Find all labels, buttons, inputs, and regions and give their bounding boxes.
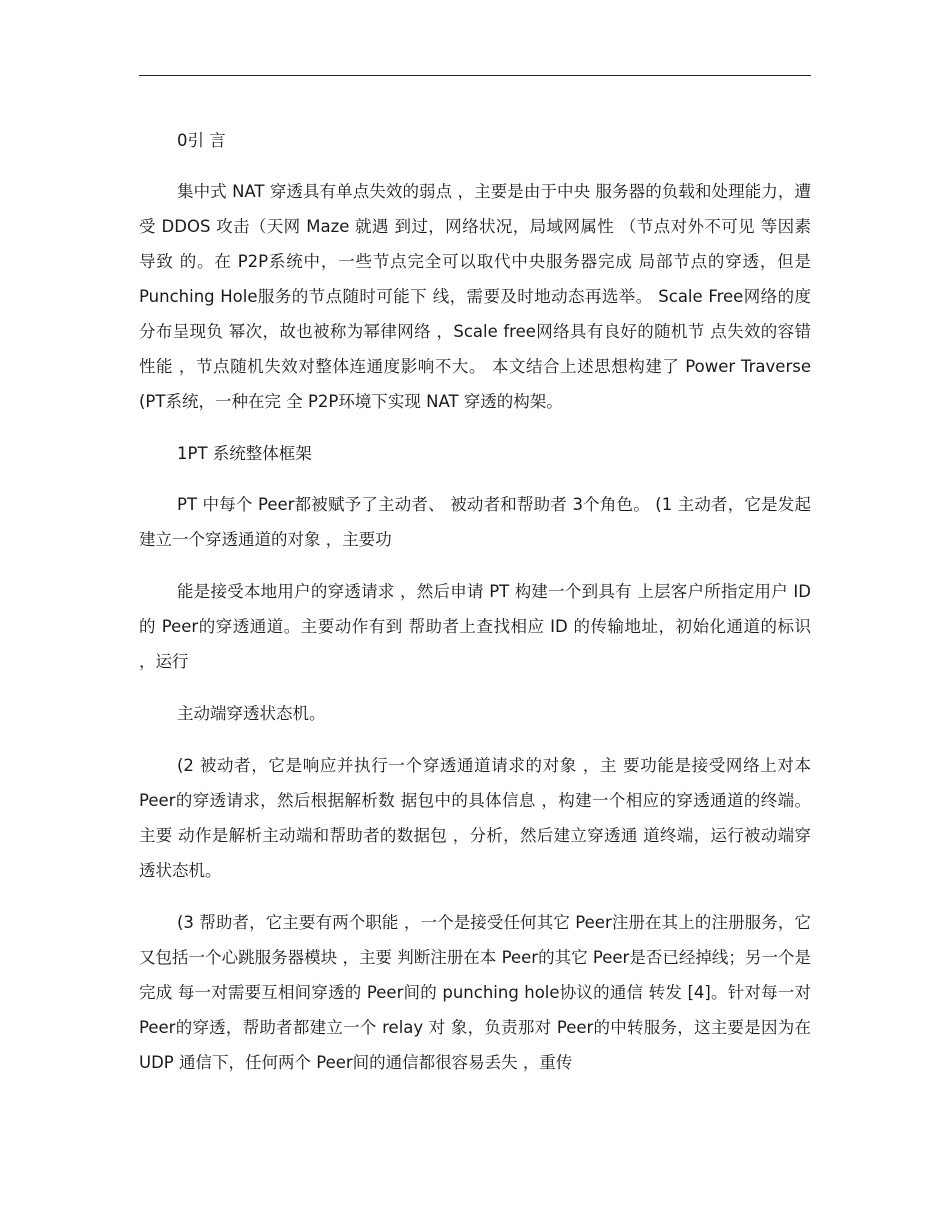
section-heading-intro: 0引 言 bbox=[177, 131, 226, 150]
paragraph-initiator-function: 能是接受本地用户的穿透请求 ，然后申请 PT 构建一个到具有 上层客户所指定用户 ID 的 Peer的穿透通道。主要动作有到 帮助者上查找相应 ID 的传输地址，初始化通道的标识 ，运行 bbox=[139, 582, 811, 671]
paragraph-responder: (2 被动者，它是响应并执行一个穿透通道请求的对象 ，主 要功能是接受网络上对本 Peer的穿透请求，然后根据解析数 据包中的具体信息 ，构建一个相应的穿透通道的终端。主要 动作是解析主动端和帮助者的数据包 ，分析，然后建立穿透通 道终端，运行被动端穿透状态机。 bbox=[139, 756, 811, 880]
paragraph-intro: 集中式 NAT 穿透具有单点失效的弱点 ，主要是由于中央 服务器的负载和处理能力，遭受 DDOS 攻击（天网 Maze 就遇 到过，网络状况，局域网属性 （节点对外不可见 等因素导致 的。在 P2P系统中，一些节点完全可以取代中央服务器完成 局部节点的穿透，但是 Punching Hole服务的节点随时可能下 线，需要及时地动态再选举。 Scale Free网络的度分布呈现负 幂次，故也被称为幂律网络 ，Scale free网络具有良好的随机节 点失效的容错性能 ，节点随机失效对整体连通度影响不大。 本文结合上述思想构建了 Power Traverse (PT系统，一种在完 全 P2P环境下实现 NAT 穿透的构架。 bbox=[139, 182, 811, 411]
document-body bbox=[139, 123, 811, 1097]
header-rule bbox=[139, 75, 811, 76]
paragraph-initiator-state-machine: 主动端穿透状态机。 bbox=[177, 704, 326, 723]
paragraph-roles: PT 中每个 Peer都被赋予了主动者、 被动者和帮助者 3个角色。 (1 主动者，它是发起建立一个穿透通道的对象 ，主要功 bbox=[139, 495, 811, 549]
section-heading-framework: 1PT 系统整体框架 bbox=[177, 444, 312, 463]
paragraph-helper: (3 帮助者，它主要有两个职能 ，一个是接受任何其它 Peer注册在其上的注册服务，它又包括一个心跳服务器模块 ，主要 判断注册在本 Peer的其它 Peer是否已经掉线；另一个是完成 每一对需要互相间穿透的 Peer间的 punching hole协议的通信 转发 [4]。针对每一对 Peer的穿透，帮助者都建立一个 relay 对 象，负责那对 Peer的中转服务，这主要是因为在 UDP 通信下，任何两个 Peer间的通信都很容易丢失 ，重传 bbox=[139, 913, 811, 1072]
